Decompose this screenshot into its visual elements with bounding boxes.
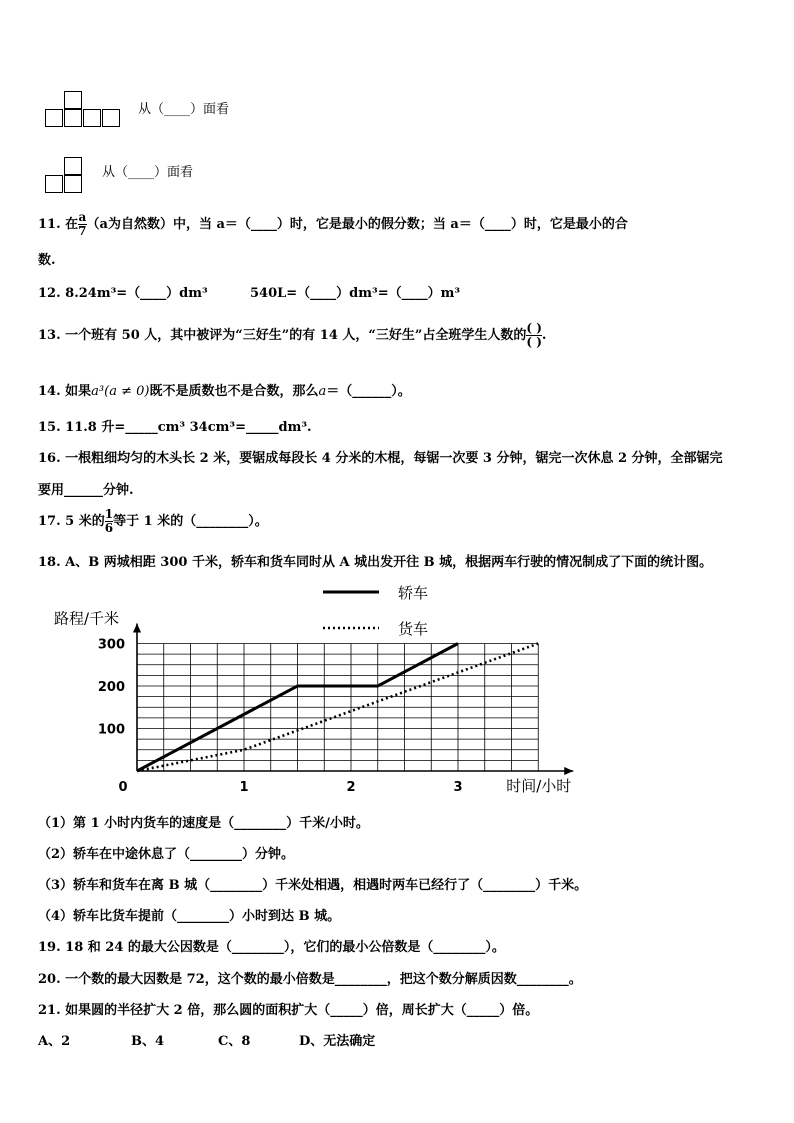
- question-13: 13. 一个班有 50 人，其中被评为“三好生”的有 14 人，“三好生”占全班学生人数的 $\frac{( )}{( )}$ .: [38, 321, 547, 349]
- x-tick-label: 3: [453, 780, 463, 795]
- chart-grid: [137, 644, 538, 772]
- question-12-part2: 540L=（____）dm³=（____）m³: [250, 286, 461, 301]
- option-a: A、2: [38, 1034, 71, 1049]
- x-tick-label: 1: [239, 780, 249, 795]
- question-18-sub-3: （3）轿车和货车在离 B 城（________）千米处相遇，相遇时两车已经行了（________）千米。: [38, 878, 588, 893]
- question-20: 20. 一个数的最大因数是 72，这个数的最小倍数是________，把这个数分解质因数________。: [38, 972, 582, 987]
- option-b: B、4: [131, 1034, 165, 1049]
- chart-labels: [54, 610, 571, 796]
- view-label-2: 从（____）面看: [102, 165, 194, 180]
- chart-axes: [133, 624, 573, 776]
- distance-time-chart: [40, 578, 600, 808]
- question-16-cont: 要用______分钟.: [38, 483, 134, 498]
- legend-label-truck: 货车: [398, 620, 429, 638]
- option-d: D、无法确定: [299, 1034, 376, 1049]
- fraction: $\frac{a}{7}$: [78, 210, 87, 238]
- fraction: $\frac{1}{6}$: [104, 507, 114, 535]
- question-12: 12. 8.24m³=（____）dm³: [38, 286, 208, 301]
- question-11: 11. 在 $\frac{a}{7}$ （a为自然数）中，当 a＝（____）时，它是最小的假分数；当 a＝（____）时，它是最小的合: [38, 210, 628, 238]
- question-16: 16. 一根粗细均匀的木头长 2 米，要锯成每段长 4 分米的木棍，每锯一次要 3 分钟，锯完一次休息 2 分钟，全部锯完: [38, 451, 723, 466]
- x-tick-label: 2: [346, 780, 356, 795]
- question-14: 14. 如果a³(a ≠ 0)既不是质数也不是合数，那么a＝（______）。: [38, 384, 411, 399]
- question-21: 21. 如果圆的半径扩大 2 倍，那么圆的面积扩大（_____）倍，周长扩大（_____）倍。: [38, 1003, 539, 1018]
- legend-label-car: 轿车: [398, 584, 429, 602]
- view-label-1: 从（____）面看: [138, 102, 230, 117]
- question-11-cont: 数.: [38, 253, 56, 268]
- question-19: 19. 18 和 24 的最大公因数是（________），它们的最小公倍数是（________）。: [38, 940, 505, 955]
- question-18: 18. A、B 两城相距 300 千米，轿车和货车同时从 A 城出发开往 B 城，根据两车行驶的情况制成了下面的统计图。: [38, 555, 713, 570]
- x-axis-label: 时间/小时: [506, 777, 572, 795]
- x-tick-label: 0: [118, 780, 128, 795]
- question-18-sub-4: （4）轿车比货车提前（________）小时到达 B 城。: [38, 909, 341, 924]
- question-18-sub-1: （1）第 1 小时内货车的速度是（________）千米/小时。: [38, 816, 369, 831]
- question-15: 15. 11.8 升=_____cm³ 34cm³=_____dm³.: [38, 420, 312, 435]
- y-axis-arrow: [133, 624, 141, 633]
- y-tick-label: 200: [97, 680, 125, 695]
- y-tick-label: 100: [97, 722, 125, 738]
- question-17: 17. 5 米的 $\frac{1}{6}$ 等于 1 米的（________）。: [38, 507, 268, 535]
- question-18-sub-2: （2）轿车在中途休息了（________）分钟。: [38, 847, 295, 862]
- option-c: C、8: [218, 1034, 251, 1049]
- y-axis-label: 路程/千米: [54, 609, 120, 628]
- chart-legend: [323, 584, 428, 638]
- x-axis-arrow: [564, 767, 573, 775]
- fraction: $\frac{( )}{( )}$: [526, 321, 542, 349]
- y-tick-label: 300: [97, 637, 125, 653]
